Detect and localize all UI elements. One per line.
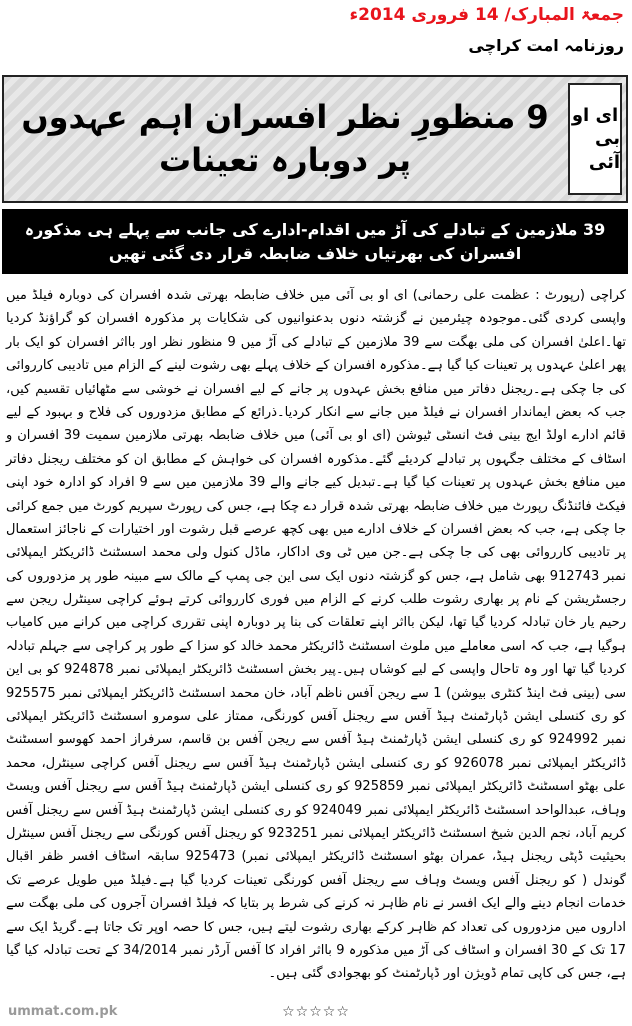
end-marker: ☆☆☆☆☆: [282, 1004, 350, 1020]
article-line: نمبر 924049 کو ری کنسلی ایشن ڈپارٹمنٹ ہیڈ آفس سے ریجنل آفس کریم آباد، نجم الدین شیخ اسسٹنٹ ڈائریکٹر ایمپلائی نمبر 923251 کو: [6, 802, 626, 841]
article-line: میں خلاف ضابطہ بھرتی شدہ قرار دے چکا ہے، جس کی رپورٹ سپریم کورٹ میں جمع کرائی جا چکی ہے، جب کہ بعض افسران کے خلاف ادارے میں: [6, 498, 626, 537]
org-label-line1: ای او: [571, 104, 619, 126]
watermark: ummat.com.pk: [8, 1004, 118, 1019]
article-line: فٹ اینڈ کنٹری بیوشن) 1 سے ریجن آفس ناظم آباد، خان محمد اسسٹنٹ ڈائریکٹر ایمپلائی نمبر 925575 کو ری کنسلی ایشن ڈپارٹمنٹ ہیڈ آفس سے: [6, 685, 626, 725]
article-line: ریجنل آفس کورنگی سے ریجنل آفس سینٹرل بحیثیت ڈپٹی ریجنل ہیڈ، عمران بھٹو اسسٹنٹ ڈائریکٹر ایمپلائی نمبر) 925473 سابقہ اسٹاف افسر ظفر اقبال: [6, 825, 626, 865]
article-line: پر بھاری رشوت طلب کرنے کے الزام میں فوری کارروائی کرتے ہوئے کراچی سینٹرل ریجن سے رحیم یار خان تبادلہ کردیا گیا تھا، لیکن بااثر اپنے: [6, 592, 626, 631]
article-line: ڈائریکٹر ایمپلائی نمبر 912743 بھی شامل ہے، جس کو گزشتہ دنوں ایک سی این جی پمپ کے مالک سے مبینہ طور پر مزدوروں کی رجسٹریشن کے نام: [6, 545, 626, 608]
publication-date: جمعۃ المبارک/ 14 فروری 2014ء: [349, 5, 624, 25]
article-line: نے نام ظاہر نہ کرنے کی شرط پر بتایا کہ فیلڈ افسران آجروں کی ملی بھگت سے اداروں میں مزدوروں کی تعداد کم ظاہر کرکے بھاری رشوت لیتے ہیں،: [6, 896, 627, 935]
newspaper-name: روزنامہ امت کراچی: [468, 36, 624, 55]
headline: 9 منظورِ نظر افسران اہم عہدوں پر دوبارہ تعینات: [21, 97, 549, 179]
article-line: ضابطہ بھرتی ملازمین سمیت 39 افسران و اسٹاف کے مختلف جگہوں پر تبادلے کردیئے گئے۔مذکورہ افسران کی خواہش کے مطابق ان کو مختلف ریجنل: [6, 428, 626, 467]
article-line: چکی ہے۔ریجنل دفاتر میں منافع بخش عہدوں پر جانے کے لیے افسران نے خوشی سے مٹھائیاں تقسیم کیں، جب کہ بعض ایماندار افسران نے فیلڈ میں: [6, 381, 626, 420]
subheadline: 39 ملازمین کے تبادلے کی آڑ میں اقدام-ادارے کی جانب سے پہلے ہی مذکورہ افسران کی بھرتیاں خلاف ضابطہ قرار دی گئی تھیں: [2, 209, 628, 274]
article-line: اور بااثر افسران کو ایک بار پھر اعلیٰ عہدوں پر تعینات کیا گیا ہے۔مذکورہ افسران کے خلاف پہلے بھی رشوت لینے کے الزام میں تادیبی کارروائی کی جا: [6, 334, 626, 397]
article-line: جس کا حصہ اوپر تک جاتا ہے۔گریڈ ایک سے 17 تک کے 30 افسران و اسٹاف کی آڑ میں مذکورہ 9 بااثر افراد کا آفس آرڈر نمبر 34/2014 کے: [6, 919, 626, 958]
article-line: کراچی (رپورٹ : عظمت علی رحمانی) ای او بی آئی میں خلاف ضابطہ بھرتی شدہ افسران کی دوبارہ فیلڈ میں واپسی کردی گئی۔موجودہ چیئرمین نے: [6, 288, 626, 327]
headline-box: [2, 75, 628, 203]
article-body: [6, 284, 626, 986]
article-line: احمد کھوسو اسسٹنٹ ڈائریکٹر ایمپلائی نمبر 926078 کو ری کنسلی ایشن ڈپارٹمنٹ ہیڈ آفس سے ریجنل آفس کراچی سینٹرل، محمد علی بھٹو اسسٹنٹ: [6, 732, 626, 795]
article-line: تحت تبادلہ کیا گیا ہے، جس کی کاپی تمام ڈویژن اور ڈپارٹمنٹ کو بھجوادی گئی ہیں۔: [6, 942, 626, 982]
article-line: جانے سے انکار کردیا۔ذرائع کے مطابق مزدوروں کی فلاح و بہبود کے لیے قائم ادارے اولڈ ایج بینی فٹ انسٹی ٹیوشن (ای او بی آئی) میں خلاف: [6, 404, 626, 444]
article-line: دفاتر میں منافع بخش عہدوں پر تعینات کیا گیا ہے۔تبدیل کیے جانے والے 39 ملازمین میں سے 9 افراد کو ادارہ خود اپنی فیکٹ فائنڈنگ رپورٹ: [6, 451, 627, 514]
article-line: گزشتہ دنوں بدعنوانیوں کی شکایات پر مذکورہ افسران کو گراؤنڈ کردیا تھا۔اعلیٰ افسران کی ملی بھگت سے 39 ملازمین کے تبادلے کی آڑ میں 9 منظور نظر: [6, 311, 626, 350]
article-line: ڈائریکٹر ایمپلائی نمبر 925859 کو ری کنسلی ایشن ڈپارٹمنٹ ہیڈ آفس سے ریجنل آفس ویسٹ وہاف، عبدالواحد اسسٹنٹ ڈائریکٹر ایمپلائی: [6, 779, 627, 818]
article-line: بھی کچھ عرصے قبل رشوت اور اختیارات کے ناجائز استعمال پر تادیبی کارروائی بھی کی جا چکی ہے۔جن میں ٹی وی اداکار، ماڈل کنول ولی محمد اسسٹنٹ: [6, 521, 626, 561]
article-line: گوندل ( کو ریجنل آفس ویسٹ وہاف سے ریجنل آفس کورنگی تعینات کردیا گیا ہے۔فیلڈ میں طویل عرصے تک خدمات انجام دینے والے ایک افسر: [6, 872, 626, 912]
article-line: کراچی سے جہلم تبادلہ کردیا گیا تھا اور وہ تاحال واپسی کے لیے کوشاں ہیں۔پیر بخش اسسٹنٹ ڈائریکٹر ایمپلائی نمبر 924878 کو بی این سی (بینی: [6, 638, 626, 701]
article-line: ریجنل آفس کورنگی، ممتاز علی سومرو اسسٹنٹ ڈائریکٹر ایمپلائی نمبر 924992 کو ری کنسلی ایشن ڈپارٹمنٹ ہیڈ آفس سے ریجن آفس بن قاسم، سرفراز: [6, 709, 626, 748]
org-label-line2: بی آئی: [588, 128, 620, 173]
org-label: [568, 83, 622, 195]
article-line: تعلقات کی بنا پر دوبارہ اپنی تقرری کراچی میں کرانے میں کامیاب ہوگیا ہے، جب کہ اسی معاملے میں ملوث اسسٹنٹ ڈائریکٹر محمد خالد کو سزا کے طور پر: [6, 615, 627, 654]
